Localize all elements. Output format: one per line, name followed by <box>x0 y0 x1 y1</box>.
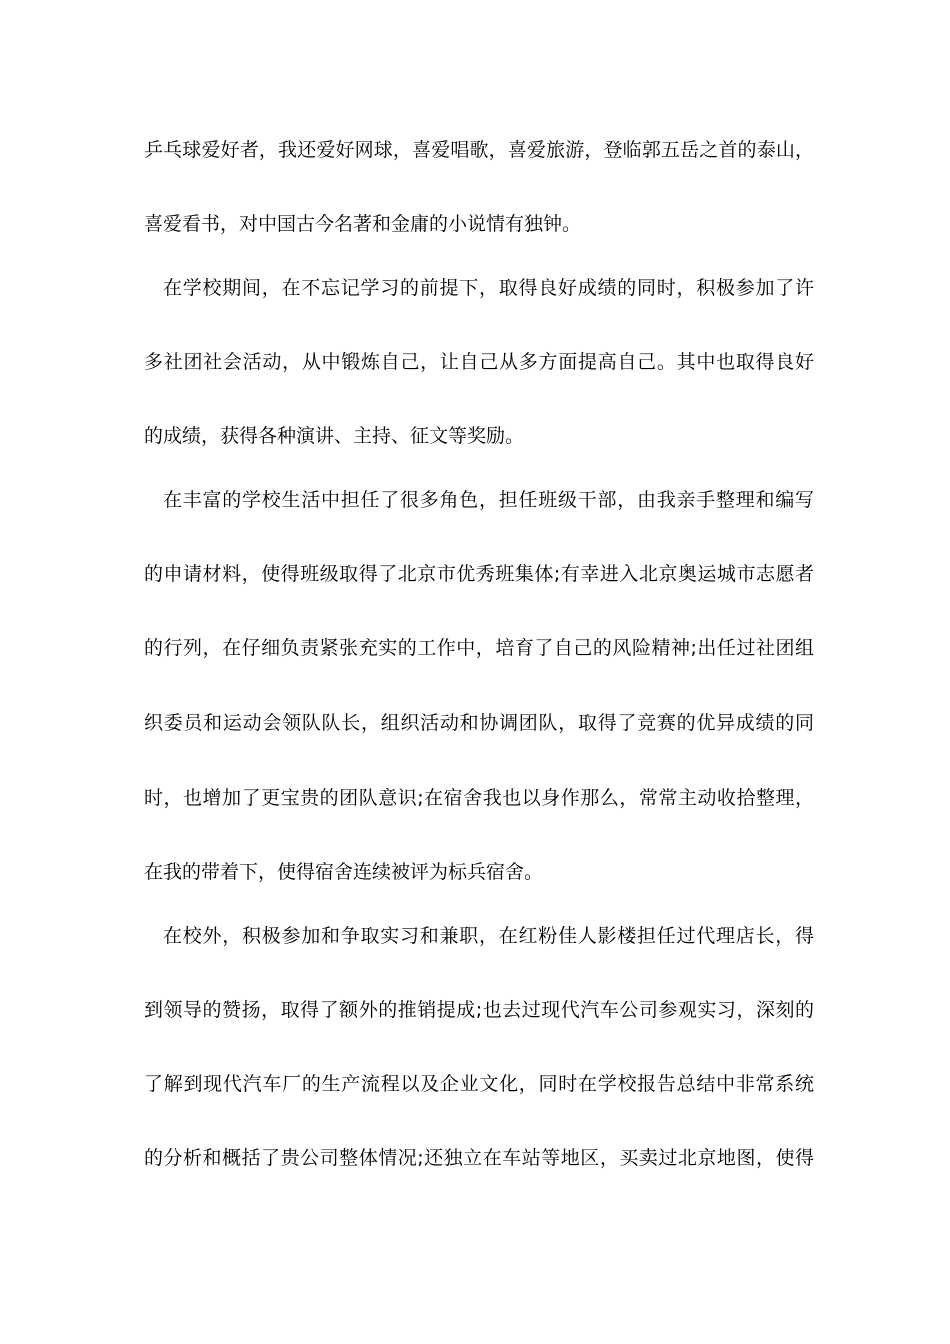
text-line: 在丰富的学校生活中担任了很多角色，担任班级干部，由我亲手整理和编写 <box>163 489 814 511</box>
text-line: 的行列，在仔细负责紧张充实的工作中，培育了自己的风险精神;出任过社团组 <box>144 637 814 659</box>
text-line: 的申请材料，使得班级取得了北京市优秀班集体;有幸进入北京奥运城市志愿者 <box>144 563 814 585</box>
text-line: 乒乓球爱好者，我还爱好网球，喜爱唱歌，喜爱旅游，登临郭五岳之首的泰山， <box>144 139 814 161</box>
text-line: 在学校期间，在不忘记学习的前提下，取得良好成绩的同时，积极参加了许 <box>163 277 814 299</box>
text-line: 在校外，积极参加和争取实习和兼职，在红粉佳人影楼担任过代理店长，得 <box>163 925 814 947</box>
text-line: 时，也增加了更宝贵的团队意识;在宿舍我也以身作那么，常常主动收拾整理， <box>144 787 814 809</box>
text-line: 的分析和概括了贵公司整体情况;还独立在车站等地区，买卖过北京地图，使得 <box>144 1147 814 1169</box>
text-line: 的成绩，获得各种演讲、主持、征文等奖励。 <box>144 425 525 447</box>
text-line: 了解到现代汽车厂的生产流程以及企业文化，同时在学校报告总结中非常系统 <box>144 1073 814 1095</box>
text-line: 喜爱看书，对中国古今名著和金庸的小说情有独钟。 <box>144 213 582 235</box>
text-line: 织委员和运动会领队队长，组织活动和协调团队，取得了竞赛的优异成绩的同 <box>144 712 814 734</box>
text-line: 多社团社会活动，从中锻炼自己，让自己从多方面提高自己。其中也取得良好 <box>144 351 814 373</box>
text-line: 到领导的赞扬，取得了额外的推销提成;也去过现代汽车公司参观实习，深刻的 <box>144 999 814 1021</box>
text-line: 在我的带着下，使得宿舍连续被评为标兵宿舍。 <box>144 861 544 883</box>
